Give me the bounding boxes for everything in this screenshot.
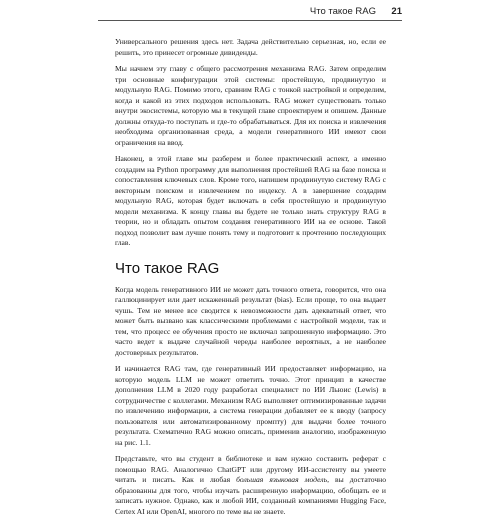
running-header: [98, 6, 402, 20]
section-paragraph-2: И начинается RAG там, где генеративный ИИ предоставляет информацию, на которую модель LLM не может ответить точно. Этот принцип в качестве дополнения LLM в 2020 году разработал специалист по ИИ Льюис (Lewis) в сотрудничестве с коллегами. Механизм RAG выполняет оптимизированные задачи по извлечению информации, а система генерации добавляет ее к вводу (запросу пользователя или автоматизированному промпту) для выдачи более точного результата. Схематично RAG можно описать, применив аналогию, изображенную на рис. 1.1.: [115, 364, 386, 447]
intro-paragraph-3: Наконец, в этой главе мы разберем и более практический аспект, а именно создадим на Python программу для выполнения простейшей RAG на базе поиска и сопоставления ключевых слов. Кроме того, напишем продвинутую систему RAG с векторным поиском и извлечением по индексу. А в завершение создадим модульную RAG, которая будет включать в себя простейшую и продвинутую модели механизма. К концу главы вы будете не только знать структуру RAG в теории, но и обладать опытом создания генеративного ИИ на ее основе. Такой подход позволит вам лучше понять тему и подготовит к прочтению последующих глав.: [115, 154, 386, 247]
page-number: 21: [391, 6, 402, 17]
header-rule: [98, 20, 402, 21]
paragraph-text-part-1: Представьте, что вы студент в библиотеке и вам нужно составить реферат с помощью RAG. Аналогично ChatGPT или другому ИИ-ассистенту вы умеете читать и писать. Как и любая: [115, 454, 386, 484]
page-body: [115, 37, 386, 517]
section-paragraph-3: [115, 454, 386, 517]
intro-paragraph-1: Универсального решения здесь нет. Задача действительно серьезная, но, если ее решить, это принесет огромные дивиденды.: [115, 37, 386, 57]
intro-paragraph-2: Мы начнем эту главу с общего рассмотрения механизма RAG. Затем определим три основные конфигурации этой системы: простейшую, продвинутую и модульную RAG. Помимо этого, сравним RAG с тонкой настройкой и определим, когда и какой из этих подходов использовать. RAG может существовать только внутри экосистемы, которую мы в текущей главе спроектируем и опишем. Данные должны откуда-то поступать и где-то обрабатываться. Для их поиска и извлечения необходима организованная среда, а модели генеративного ИИ имеют свои ограничения на ввод.: [115, 64, 386, 147]
emphasis-text: большая языковая модель: [236, 475, 328, 484]
paragraph-text-part-2: , вы достаточно образованны для того, чтобы изучать расширенную информацию, обобщать ее и записать нужное. Однако, как и любой ИИ, созданный компаниями Hugging Face, Certex AI или OpenAI, многого по теме вы не знаете.: [115, 475, 386, 516]
section-heading: Что такое RAG: [115, 259, 220, 277]
running-header-title: Что такое RAG: [309, 6, 376, 17]
section-paragraph-1: Когда модель генеративного ИИ не может дать точного ответа, говорится, что она галлюцинирует или дает искаженный результат (bias). Если проще, то она выдает чушь. Тем не менее все сводится к невозможности дать адекватный ответ, что может быть вызвано как классическими проблемами с настройкой модели, так и тем, что процесс ее обучения просто не включал запрошенную информацию. Это часто ведет к выдаче случайной череды наиболее вероятных, а не наиболее достоверных результатов.: [115, 284, 386, 357]
